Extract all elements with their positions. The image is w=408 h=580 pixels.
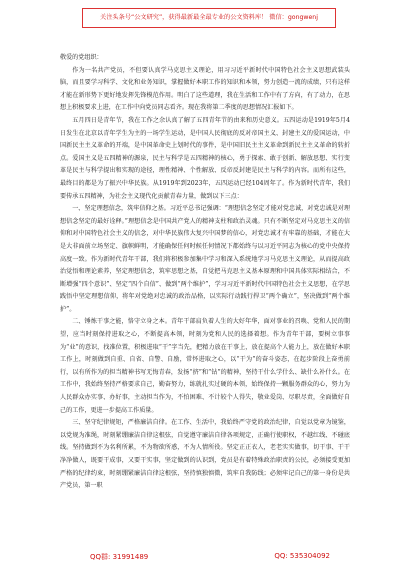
paragraph-point-three: 三、坚守纪律规矩，严格廉洁自律。在工作、生活中，我始终严守党的政治纪律，自觉以党章为镜鉴，以党规为准绳，时刻紧绷廉洁自律这根弦，自觉遵守廉洁自律各项规定，正确行使职权，不越红线、不碰底线。坚持做到不为名利所累，不为物欲所惑，不为人情所役。坚定正正衣人，老老实实做事，切干事、干干净净做人，既要干成事，又要干实事，坚定做到的认识到，党员是有着特殊政治职责的公民，必须接受更加严格的纪律约束，时刻绷紧廉洁自律这根弦，坚持慎独慎微，筑牢自我防线；必须牢记自己的第一身份是共产党员，第一职 (60, 419, 350, 490)
paragraph-point-two: 二、锤炼干事之能，恪守立身之本。青年干部肩负着人生的大好年华，面对事业的召唤、党和人民的期望，应当时刻保持进取之心，不断提高本领，时刻为党和人民的选择着想。作为青年干部，要树立事事为“业”的意识，找准位置，积极进取“干”字当先，把精力放在干事上，放在提高个人能力上，放在做好本职工作上，时刻做到自重、自省、自警、自励，常怀进取之心，以“干为”的奋斗姿态，在起步阶段上奋勇前行，以有所作为的担当精神书写无悔青春，发扬“挤”和“钻”的精神，坚持干什么学什么、缺什么补什么。在工作中，我始终坚持严格要求自己，勤奋努力，练就扎实过硬的本领，始终保持一颗服务群众的心，努力为人民群众办实事、办好事，主动担当作为，不怕困难、不计较个人得失，敬业爱岗、尽职尽责，全面做好自己的工作，更进一步提高工作质量。 (60, 318, 350, 414)
document-body (60, 52, 350, 493)
qq-number: QQ: 535304092 (274, 552, 330, 560)
contact-footer (90, 552, 330, 562)
paragraph-point-one: 一、坚定理想信念，筑牢信仰之基。习近平总书记强调：“理想信念坚定才能对党忠诚，对党忠诚是对理想信念坚定的最好诠释。”理想信念是中国共产党人的精神支柱和政治灵魂。只有不断坚定对马克思主义的信仰和对中国特色社会主义的信念，对中华民族伟大复兴中国梦的信心，对党忠诚才有牢靠的基础，才能在大是大非面前立场坚定、旗帜鲜明，才能确保任何时候任何情况下都始终与以习近平同志为核心的党中央保持高度一致。作为新时代青年干部，我们将积极参加集中学习和深入系统地学习马克思主义理论，从而提高政治觉悟和理论素养，坚定理想信念，筑牢思想之基，自觉把马克思主义基本原理和中国具体实际相结合，不断增强“四个意识”、坚定“四个自信”、做到“两个维护”，学习习近平新时代中国特色社会主义思想，在学思践悟中坚定理想信仰，将年对党绝对忠诚的政治品格，以实际行动践行捍卫“两个确立”，坚决做到“两个维护”。 (60, 205, 350, 313)
paragraph-intro: 作为一名共产党员，不但要认真学马克思主义理论，用习习近平新时代中国特色社会主义思想武装头脑，而且要学习科学、文化和业务知识，掌握做好本职工作的知识和本领，努力创造一流的成绩，只有这样才能在新形势下更好地发挥先锋模范作用。明白了这些道理，我在生活和工作中有了方向，有了动力，在思想上积极要求上进，在工作中向党员同志看齐。现在我将第二季度的思想情况汇报如下。 (60, 66, 350, 112)
salutation: 敬爱的党组织： (60, 54, 103, 61)
promo-banner: 关注头条号“公文研究”，获得最新最全最专业的公文资料库！ 微信：gongwenj (82, 8, 336, 28)
qq-group-number: QQ群: 31991489 (90, 553, 149, 561)
paragraph-may-fourth: 五月四日是青年节，我在工作之余认真了解了五四青年节的由来和历史意义。五四运动是1919年5月4日发生在北京以青年学生为主的一场学生运动，是中国人民彻底的反对帝国主义、封建主义的爱国运动，中国新民主主义革命的开端，是中国革命史上划时代的事件，是中国旧民主主义革命到新民主主义革命的转折点。爱国主义是五四精神的源泉，民主与科学是五四精神的核心，勇于探索、敢于创新、解放思想、实行变革是民主与科学提出和实现的途径，理性精神、个性解放、反帝反封建是民主与科学的内容。而所有这些，最终目的都是为了振兴中华民族。从1919年到2023年，五四运动已经104周年了。作为新时代青年，我们要传承五四精神，为社会主义现代化贡献青春力量，做到以下三点： (60, 116, 350, 200)
